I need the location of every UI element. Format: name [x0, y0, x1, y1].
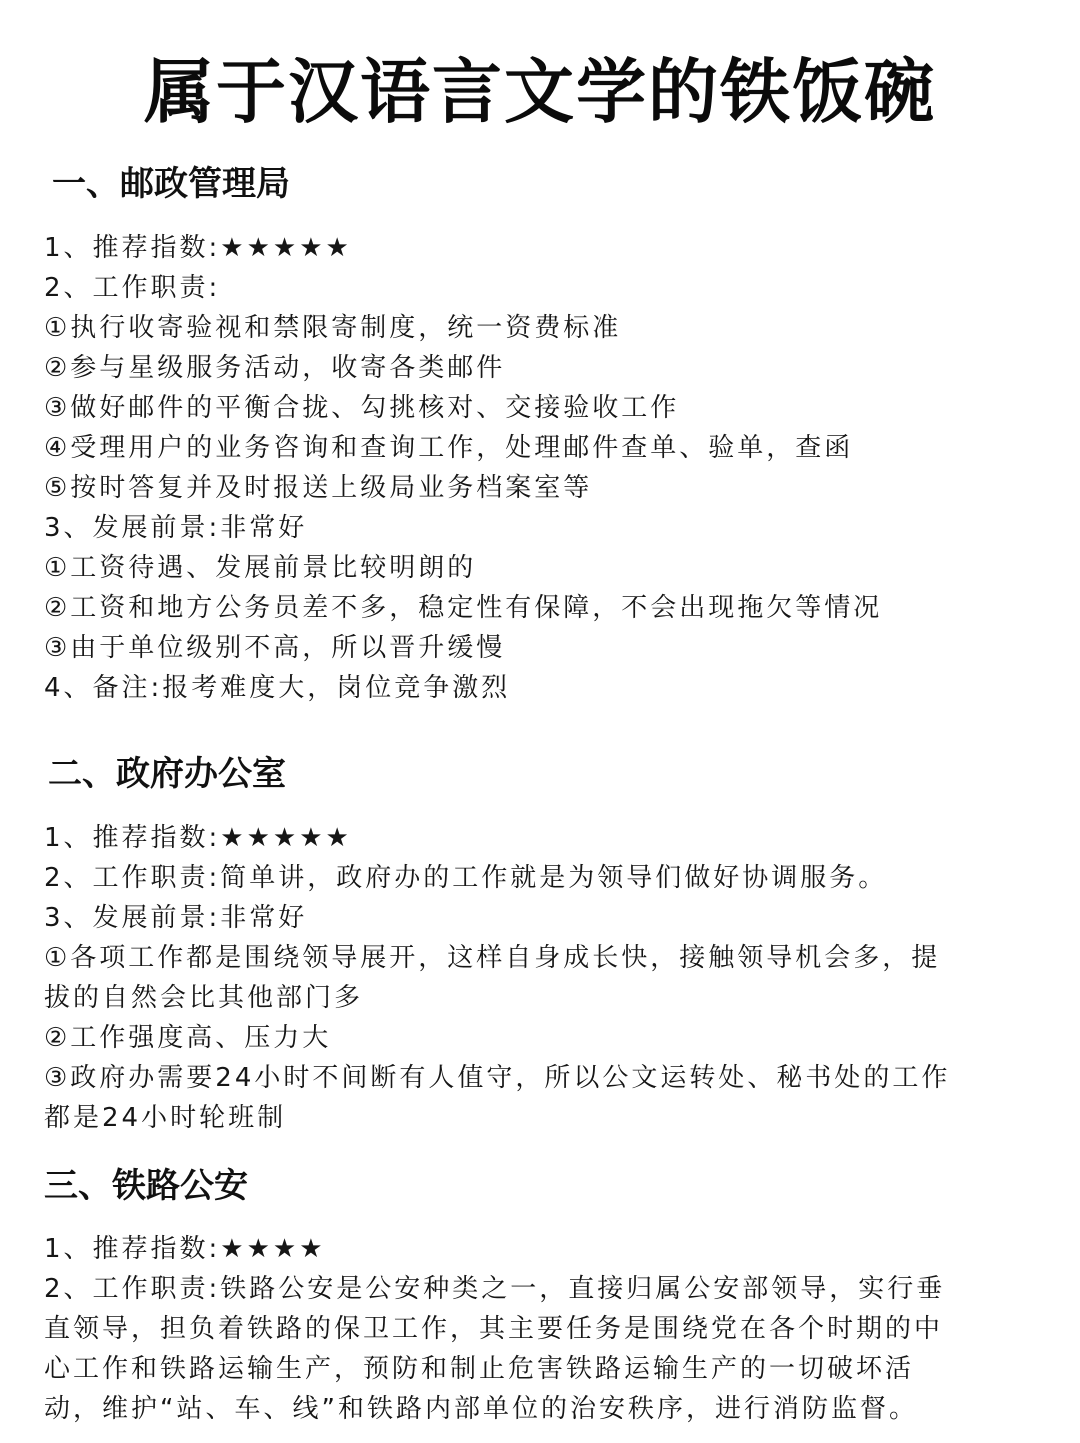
text-line: 1、推荐指数:★★★★ — [44, 1234, 326, 1264]
section-heading: 三、铁路公安 — [44, 1166, 248, 1206]
text-line: 3、发展前景:非常好 — [44, 513, 308, 543]
text-line: 心工作和铁路运输生产，预防和制止危害铁路运输生产的一切破坏活 — [44, 1354, 915, 1384]
text-line: 2、工作职责:铁路公安是公安种类之一，直接归属公安部领导，实行垂 — [44, 1274, 946, 1304]
text-line: 3、发展前景:非常好 — [44, 903, 308, 933]
section-heading: 二、政府办公室 — [48, 754, 286, 794]
text-line: ⑤按时答复并及时报送上级局业务档案室等 — [44, 473, 593, 503]
text-line: 1、推荐指数:★★★★★ — [44, 233, 352, 263]
text-line: 2、工作职责: — [44, 273, 221, 303]
text-line: 直领导，担负着铁路的保卫工作，其主要任务是围绕党在各个时期的中 — [44, 1314, 944, 1344]
section-body — [44, 1229, 1044, 1429]
text-line: ①工资待遇、发展前景比较明朗的 — [44, 553, 477, 583]
text-line: ②工资和地方公务员差不多，稳定性有保障，不会出现拖欠等情况 — [44, 593, 883, 623]
text-line: ③政府办需要24小时不间断有人值守，所以公文运转处、秘书处的工作 — [44, 1063, 951, 1093]
text-line: ③由于单位级别不高，所以晋升缓慢 — [44, 633, 506, 663]
page-title: 属于汉语言文学的铁饭碗 — [144, 51, 936, 133]
text-line: 1、推荐指数:★★★★★ — [44, 823, 352, 853]
section-body — [44, 228, 1044, 708]
text-line: 拔的自然会比其他部门多 — [44, 983, 364, 1013]
section-heading: 一、邮政管理局 — [52, 164, 290, 204]
text-line: ②参与星级服务活动，收寄各类邮件 — [44, 353, 506, 383]
text-line: ①执行收寄验视和禁限寄制度，统一资费标准 — [44, 313, 622, 343]
text-line: ①各项工作都是围绕领导展开，这样自身成长快，接触领导机会多，提 — [44, 943, 941, 973]
text-line: 都是24小时轮班制 — [44, 1103, 287, 1133]
text-line: ③做好邮件的平衡合拢、勾挑核对、交接验收工作 — [44, 393, 680, 423]
text-line: 2、工作职责:简单讲，政府办的工作就是为领导们做好协调服务。 — [44, 863, 888, 893]
text-line: 4、备注:报考难度大，岗位竞争激烈 — [44, 673, 511, 703]
text-line: ④受理用户的业务咨询和查询工作，处理邮件查单、验单，查函 — [44, 433, 854, 463]
section-body — [44, 818, 1044, 1138]
text-line: 动，维护“站、车、线”和铁路内部单位的治安秩序，进行消防监督。 — [44, 1394, 918, 1424]
text-line: ②工作强度高、压力大 — [44, 1023, 332, 1053]
